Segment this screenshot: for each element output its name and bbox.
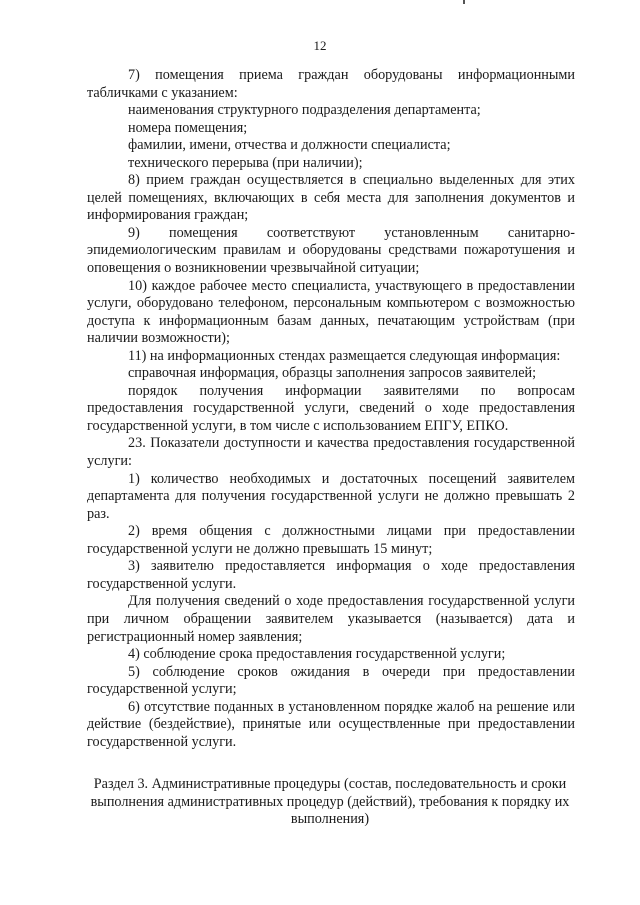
document-body	[87, 67, 575, 751]
paragraph: 7) помещения приема граждан оборудованы информационными табличками с указанием:	[87, 67, 575, 101]
paragraph: 6) отсутствие поданных в установленном порядке жалоб на решение или действие (бездействие), принятые или осуществленные при предоставлении государственной услуги.	[87, 698, 575, 750]
paragraph: 5) соблюдение сроков ожидания в очереди при предоставлении государственной услуги;	[87, 663, 575, 698]
paragraph: Для получения сведений о ходе предоставления государственной услуги при личном обращении заявителем указывается (называется) дата и регистрационный номер заявления;	[87, 593, 575, 645]
paragraph: порядок получения информации заявителями по вопросам предоставления государственной услуги, сведений о ходе предоставления государственной услуги, в том числе с использованием ЕПГУ, ЕПКО.	[87, 382, 575, 434]
paragraph: фамилии, имени, отчества и должности специалиста;	[128, 137, 451, 154]
paragraph: 8) прием граждан осуществляется в специально выделенных для этих целей помещениях, включающих в себя места для заполнения документов и информирования граждан;	[87, 172, 575, 224]
paragraph: технического перерыва (при наличии);	[128, 154, 363, 171]
page-number: 12	[313, 38, 327, 53]
paragraph: 9) помещения соответствуют установленным санитарно-эпидемиологическим правилам и оборудованы средствами пожаротушения и оповещения о возникновении чрезвычайной ситуации;	[87, 224, 575, 277]
paragraph: наименования структурного подразделения департамента;	[128, 102, 481, 119]
paragraph: 11) на информационных стендах размещается следующая информация:	[128, 347, 561, 364]
scan-artifact	[463, 0, 465, 4]
section-heading: Раздел 3. Административные процедуры (состав, последовательность и сроки выполнения административных процедур (действий), требования к порядку их выполнения)	[90, 776, 570, 828]
paragraph: 2) время общения с должностными лицами при предоставлении государственной услуги не должно превышать 15 минут;	[87, 523, 575, 557]
paragraph: 4) соблюдение срока предоставления государственной услуги;	[128, 646, 506, 663]
paragraph: 3) заявителю предоставляется информация о ходе предоставления государственной услуги.	[87, 558, 575, 592]
paragraph: номера помещения;	[128, 119, 248, 136]
paragraph: 1) количество необходимых и достаточных посещений заявителем департамента для получения государственной услуги не должно превышать 2 раз.	[87, 470, 575, 522]
paragraph: 23. Показатели доступности и качества предоставления государственной услуги:	[87, 435, 575, 470]
paragraph: справочная информация, образцы заполнения запросов заявителей;	[128, 365, 537, 382]
paragraph: 10) каждое рабочее место специалиста, участвующего в предоставлении услуги, оборудовано телефоном, персональным компьютером с возможностью доступа к информационным базам данных, печатающим устройствам (при наличии возможности);	[87, 277, 575, 347]
